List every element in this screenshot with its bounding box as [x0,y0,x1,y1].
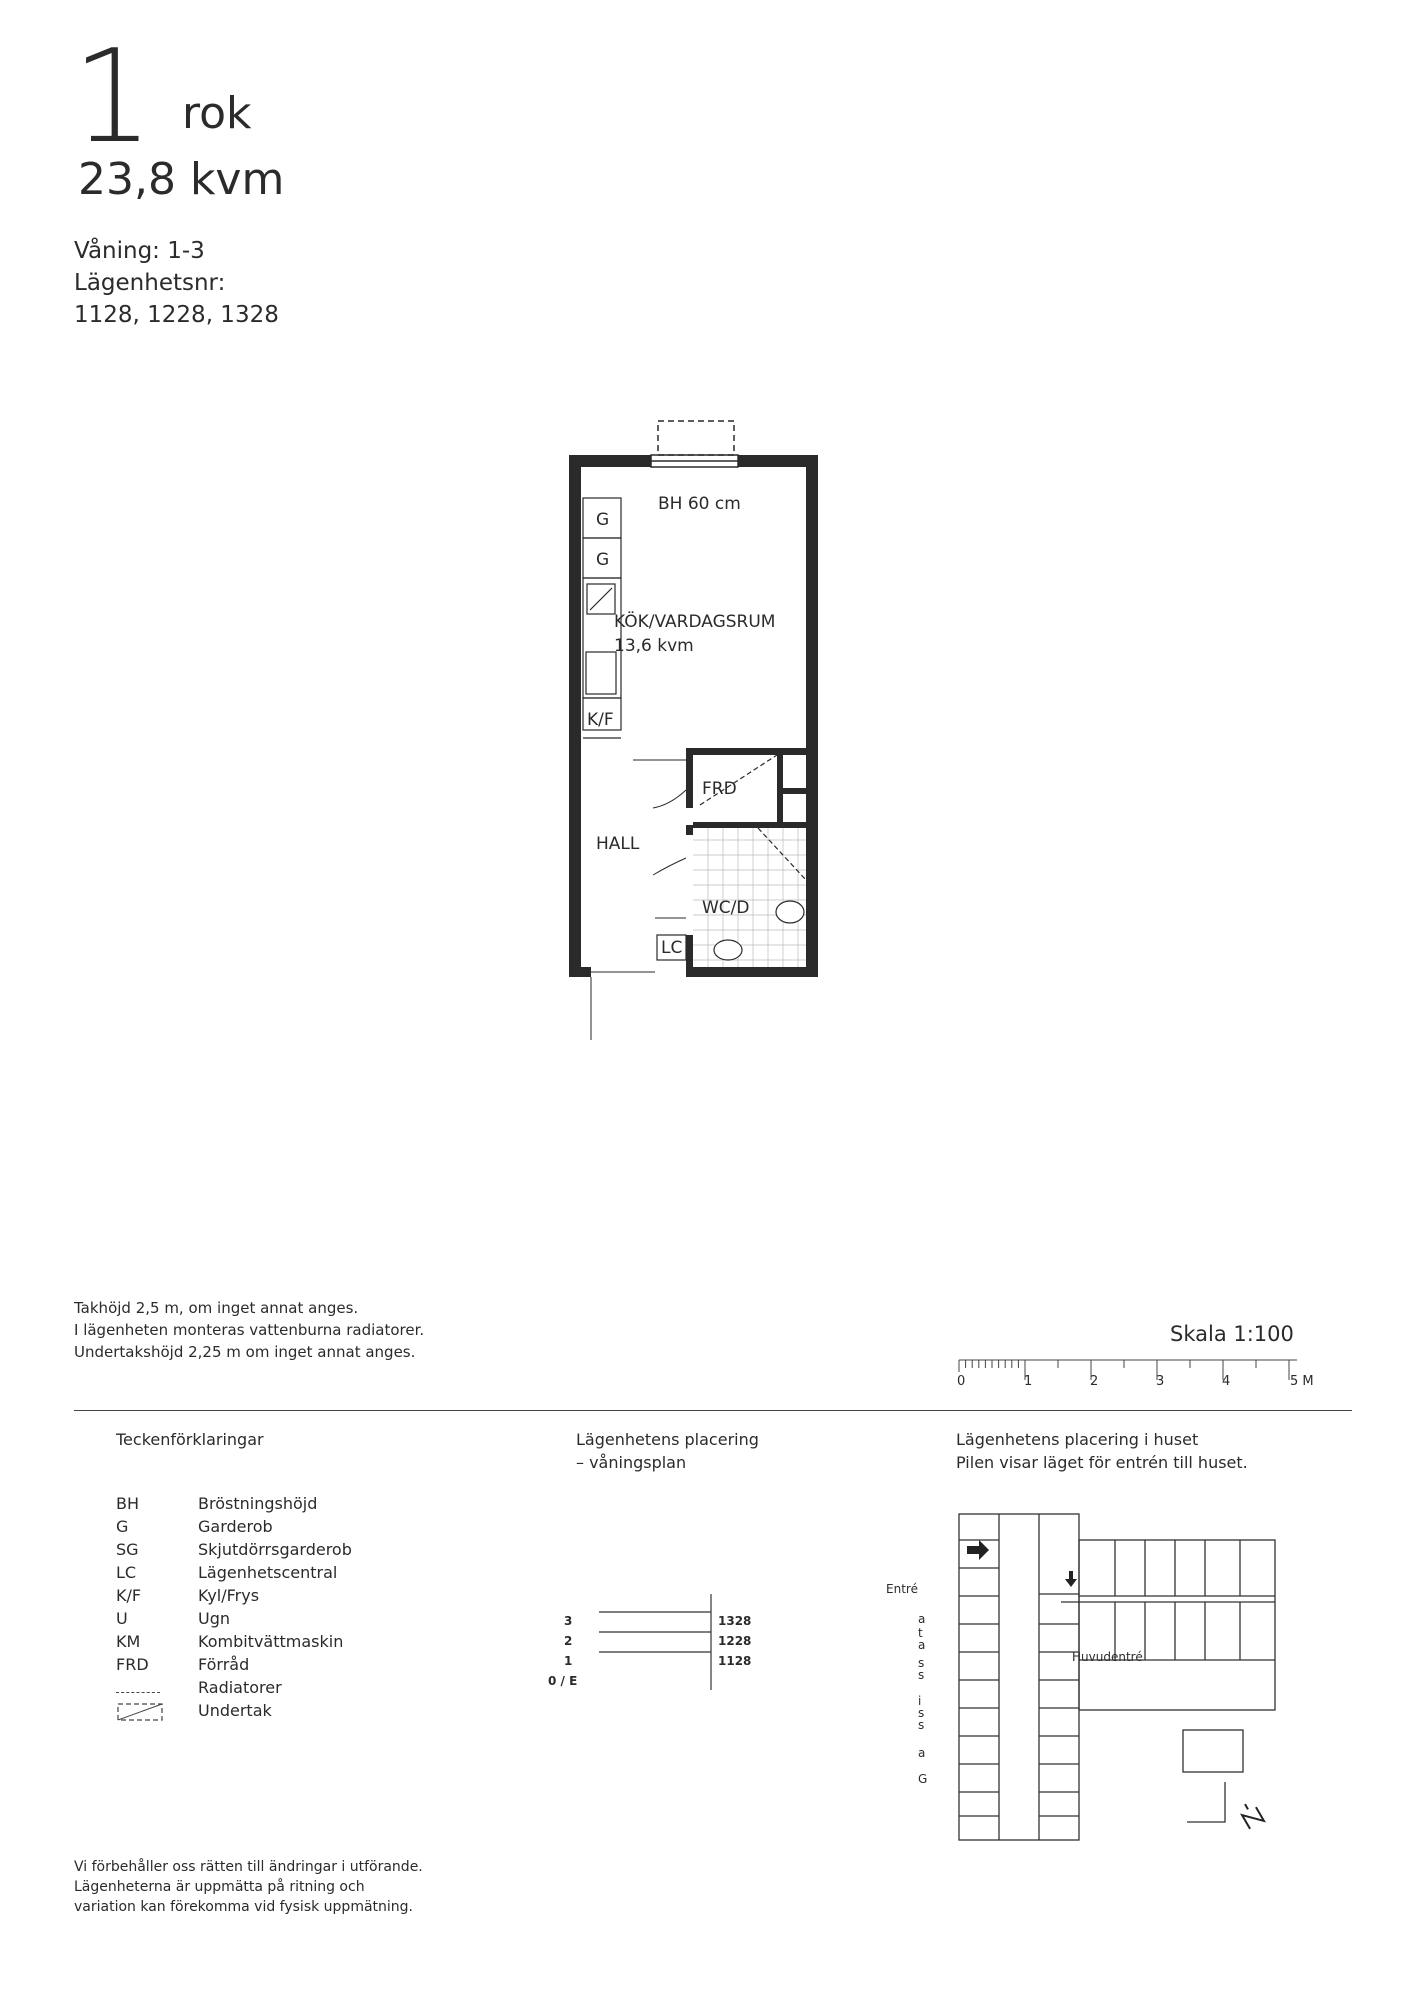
room-name-label: KÖK/VARDAGSRUM [614,612,776,632]
room-unit: rok [182,88,252,139]
legend-item: BH Bröstningshöjd [116,1494,318,1513]
apartment-numbers: 1128, 1228, 1328 [74,302,279,328]
scale-bar [955,1350,1325,1386]
legend-item-ceiling: Undertak [116,1699,352,1723]
street-letter: a [918,1612,927,1626]
panel-label: LC [661,938,683,958]
wardrobe-label-2: G [596,550,610,570]
legend-item: KM Kombitvättmaskin [116,1632,344,1651]
window [651,421,738,467]
room-count: 1 [72,23,152,172]
apartment-area: 23,8 kvm [78,154,285,205]
legend-title: Teckenförklaringar [116,1430,264,1449]
street-letter: s [918,1706,926,1720]
legend-item: G Garderob [116,1517,273,1536]
scale-label-0: 0 [957,1374,966,1389]
legend-item: FRD Förråd [116,1655,250,1674]
level-1: 1 [564,1654,573,1668]
window-height-label: BH 60 cm [658,494,741,514]
level-ground: 0 / E [548,1674,578,1688]
street-letter: a [918,1746,927,1760]
apartment-floor-1: 1128 [718,1654,752,1668]
street-letter: t [918,1626,924,1640]
legend-item-radiator: Radiatorer [116,1676,352,1699]
fridge-label: K/F [587,710,614,730]
scale-label-2: 2 [1090,1374,1099,1389]
house-placement-title: Lägenhetens placering i huset Pilen visar läget för entrén till huset. [956,1430,1248,1473]
apartment-number-label: Lägenhetsnr: [74,270,226,296]
radiator-symbol [116,1692,160,1693]
apartment-floor-3: 1328 [718,1614,752,1628]
street-letter: s [918,1668,926,1682]
legend-list [116,1492,352,1723]
disclaimer-line: variation kan förekomma vid fysisk uppmätning. [74,1899,413,1915]
scale-label-1: 1 [1024,1374,1033,1389]
section-divider [74,1410,1352,1411]
floor-range: Våning: 1-3 [74,238,205,264]
main-entry-label: Huvudentré [1072,1650,1143,1664]
site-plan-diagram [955,1510,1285,1845]
apartment-floor-2: 1228 [718,1634,752,1648]
scale-label-3: 3 [1156,1374,1165,1389]
street-letter: G [918,1772,929,1786]
street-letter: s [918,1718,926,1732]
level-3: 3 [564,1614,573,1628]
scale-label-5: 5 M [1290,1374,1314,1389]
note-ceiling-height: Takhöjd 2,5 m, om inget annat anges. [74,1299,359,1317]
floor-levels-diagram [595,1594,715,1690]
bathroom-label: WC/D [702,898,750,918]
legend-item: LC Lägenhetscentral [116,1563,338,1582]
legend-item: SG Skjutdörrsgarderob [116,1540,352,1559]
level-2: 2 [564,1634,573,1648]
street-letter: i [918,1694,923,1708]
scale-label-4: 4 [1222,1374,1231,1389]
legend-item: K/F Kyl/Frys [116,1586,260,1605]
wardrobe-label-1: G [596,510,610,530]
note-radiators: I lägenheten monteras vattenburna radiatorer. [74,1321,425,1339]
note-suspended-ceiling: Undertakshöjd 2,25 m om inget annat anges. [74,1343,416,1361]
floor-placement-title: Lägenhetens placering – våningsplan [576,1430,759,1473]
storage-label: FRD [702,779,737,799]
hall-label: HALL [596,834,640,854]
ceiling-symbol-icon [116,1701,164,1723]
street-letter: a [918,1638,927,1652]
doors [591,760,686,1040]
scale-title: Skala 1:100 [1170,1322,1294,1346]
legend-item: U Ugn [116,1609,231,1628]
disclaimer-line: Lägenheterna är uppmätta på ritning och [74,1879,365,1895]
entry-label: Entré [886,1582,918,1596]
street-letter: s [918,1656,926,1670]
disclaimer-line: Vi förbehåller oss rätten till ändringar i utförande. [74,1859,423,1875]
room-area-label: 13,6 kvm [614,636,694,656]
